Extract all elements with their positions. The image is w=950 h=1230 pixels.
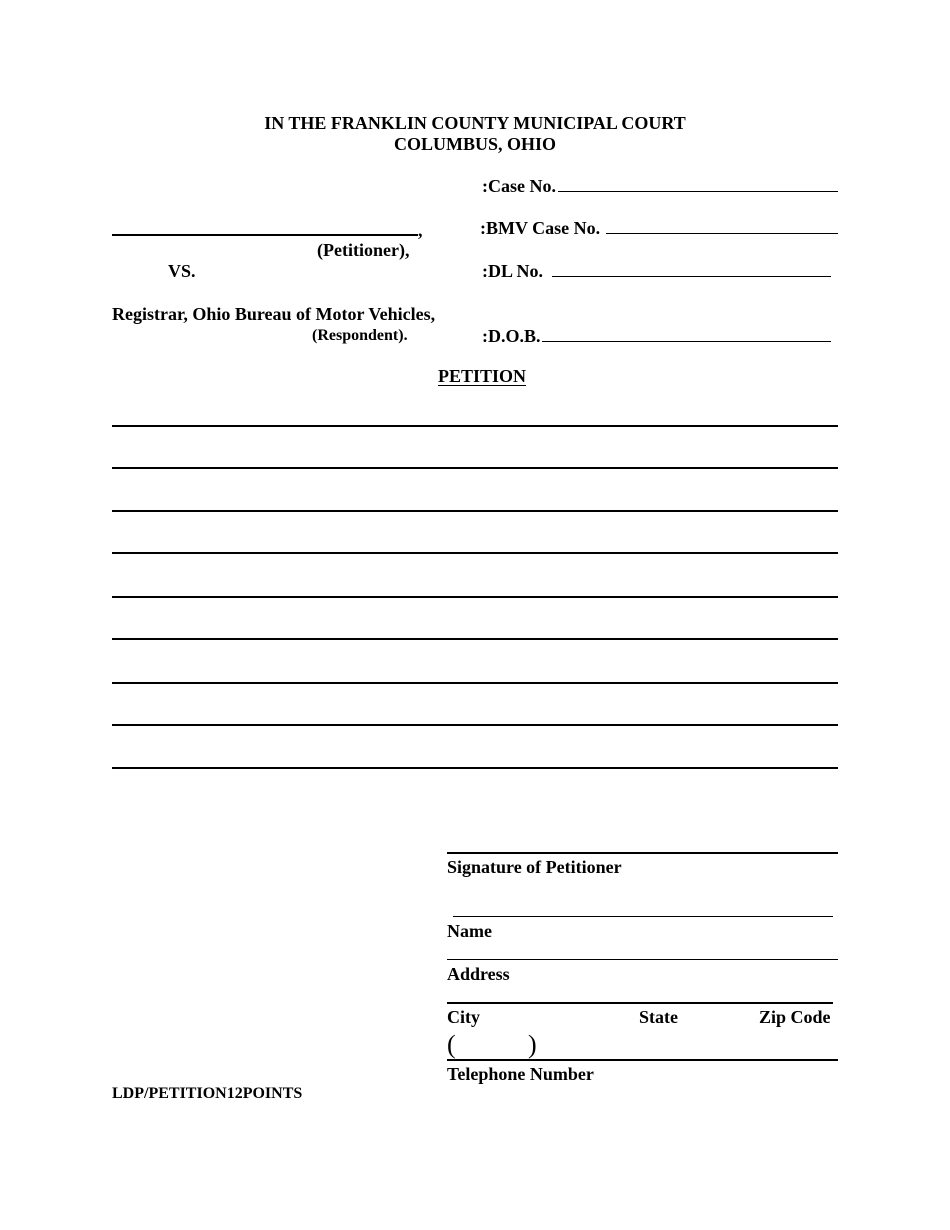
petition-line[interactable] — [112, 724, 838, 726]
petition-line[interactable] — [112, 552, 838, 554]
case-no-label: :Case No. — [482, 176, 556, 196]
petition-line[interactable] — [112, 425, 838, 427]
dl-no-field[interactable] — [552, 276, 831, 277]
signature-field[interactable] — [447, 852, 838, 854]
address-field[interactable] — [447, 959, 838, 960]
area-code-close-paren: ) — [528, 1030, 537, 1059]
petition-line[interactable] — [112, 596, 838, 598]
court-title: IN THE FRANKLIN COUNTY MUNICIPAL COURT — [264, 113, 686, 133]
city-label: City — [447, 1007, 480, 1027]
city-state-zip-field[interactable] — [447, 1002, 833, 1004]
address-label: Address — [447, 964, 510, 984]
area-code-open-paren: ( — [447, 1030, 456, 1059]
signature-label: Signature of Petitioner — [447, 857, 622, 877]
telephone-field[interactable] — [447, 1059, 838, 1061]
petitioner-label: (Petitioner), — [317, 240, 410, 260]
court-city: COLUMBUS, OHIO — [393, 134, 557, 154]
dob-field[interactable] — [542, 341, 831, 342]
versus-label: VS. — [168, 261, 196, 281]
name-field[interactable] — [453, 916, 833, 917]
petitioner-comma: , — [418, 220, 423, 240]
petition-line[interactable] — [112, 467, 838, 469]
name-label: Name — [447, 921, 492, 941]
petitioner-name-field[interactable] — [112, 234, 418, 236]
dl-no-label: :DL No. — [482, 261, 544, 281]
respondent-name: Registrar, Ohio Bureau of Motor Vehicles, — [112, 304, 436, 324]
telephone-label: Telephone Number — [447, 1064, 594, 1084]
bmv-case-no-field[interactable] — [606, 233, 838, 234]
case-no-field[interactable] — [558, 191, 838, 192]
petition-line[interactable] — [112, 638, 838, 640]
zip-code-label: Zip Code — [759, 1007, 831, 1027]
petition-title: PETITION — [438, 366, 527, 386]
state-label: State — [639, 1007, 678, 1027]
petition-line[interactable] — [112, 767, 838, 769]
petition-line[interactable] — [112, 682, 838, 684]
dob-label: :D.O.B. — [482, 326, 541, 346]
bmv-case-no-label: :BMV Case No. — [480, 218, 601, 238]
petition-line[interactable] — [112, 510, 838, 512]
respondent-label: (Respondent). — [312, 327, 408, 344]
form-id: LDP/PETITION12POINTS — [112, 1085, 303, 1102]
